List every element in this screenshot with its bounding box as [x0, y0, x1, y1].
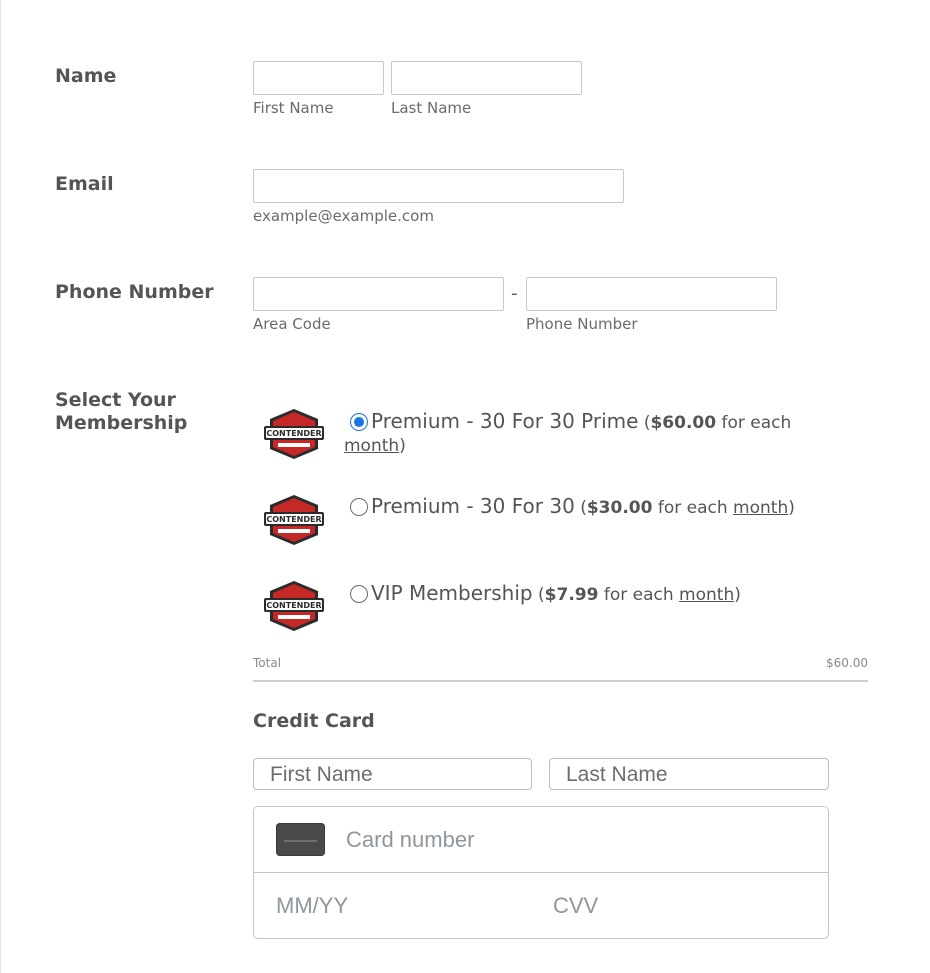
card-number-input[interactable]: Card number	[346, 827, 475, 852]
first-name-sublabel: First Name	[253, 99, 334, 117]
option-3-price: $7.99	[544, 585, 599, 605]
option-2-price: $30.00	[586, 498, 653, 518]
option-1-name: Premium - 30 For 30 Prime	[371, 409, 639, 433]
phone-label: Phone Number	[55, 281, 214, 303]
option-1-price: $60.00	[650, 413, 717, 433]
membership-option-2-radio[interactable]	[350, 498, 368, 516]
option-3-name: VIP Membership	[371, 581, 533, 605]
last-name-sublabel: Last Name	[391, 99, 472, 117]
first-name-input[interactable]	[253, 61, 384, 95]
membership-option-2-label[interactable]	[371, 495, 831, 520]
membership-label	[55, 389, 187, 435]
option-3-for-each: for each	[603, 585, 674, 605]
total-value: $60.00	[826, 656, 868, 670]
phone-number-input[interactable]	[526, 277, 777, 311]
option-2-name: Premium - 30 For 30	[371, 494, 575, 518]
credit-card-icon	[276, 823, 325, 856]
last-name-input[interactable]	[391, 61, 582, 95]
option-2-close-paren: )	[788, 498, 795, 518]
cvv-input[interactable]: CVV	[553, 893, 599, 918]
cc-first-name-input[interactable]: First Name	[253, 758, 532, 790]
svg-text:CONTENDER: CONTENDER	[266, 601, 322, 610]
membership-option-3-radio[interactable]	[350, 585, 368, 603]
svg-text:CONTENDER: CONTENDER	[266, 515, 322, 524]
contender-logo	[262, 577, 326, 635]
email-label: Email	[55, 173, 114, 195]
option-1-open-paren: (	[643, 413, 651, 433]
total-divider	[253, 680, 868, 682]
membership-option-3-label[interactable]	[371, 582, 831, 607]
expiry-input[interactable]: MM/YY	[276, 893, 349, 918]
credit-card-heading: Credit Card	[253, 710, 375, 732]
contender-logo	[262, 491, 326, 549]
name-label: Name	[55, 65, 117, 87]
svg-text:CONTENDER: CONTENDER	[266, 429, 322, 438]
phone-number-sublabel: Phone Number	[526, 315, 638, 333]
option-3-unit: month	[679, 585, 735, 605]
phone-separator: -	[511, 283, 518, 304]
membership-label-line1: Select Your	[55, 389, 176, 411]
email-sublabel: example@example.com	[253, 207, 434, 225]
total-label: Total	[253, 656, 282, 670]
page-left-border	[0, 0, 1, 973]
option-1-close-paren: )	[399, 436, 406, 456]
email-input[interactable]	[253, 169, 624, 203]
area-code-sublabel: Area Code	[253, 315, 331, 333]
membership-option-1-label[interactable]	[344, 410, 814, 458]
option-1-for-each: for each	[721, 413, 792, 433]
contender-logo	[262, 405, 326, 463]
membership-label-line2: Membership	[55, 412, 188, 434]
option-2-for-each: for each	[657, 498, 728, 518]
option-3-open-paren: (	[538, 585, 545, 605]
area-code-input[interactable]	[253, 277, 504, 311]
option-3-close-paren: )	[734, 585, 741, 605]
option-1-unit: month	[344, 436, 400, 456]
card-box-divider	[254, 872, 828, 873]
option-2-open-paren: (	[580, 498, 587, 518]
option-2-unit: month	[733, 498, 789, 518]
cc-last-name-input[interactable]: Last Name	[549, 758, 829, 790]
